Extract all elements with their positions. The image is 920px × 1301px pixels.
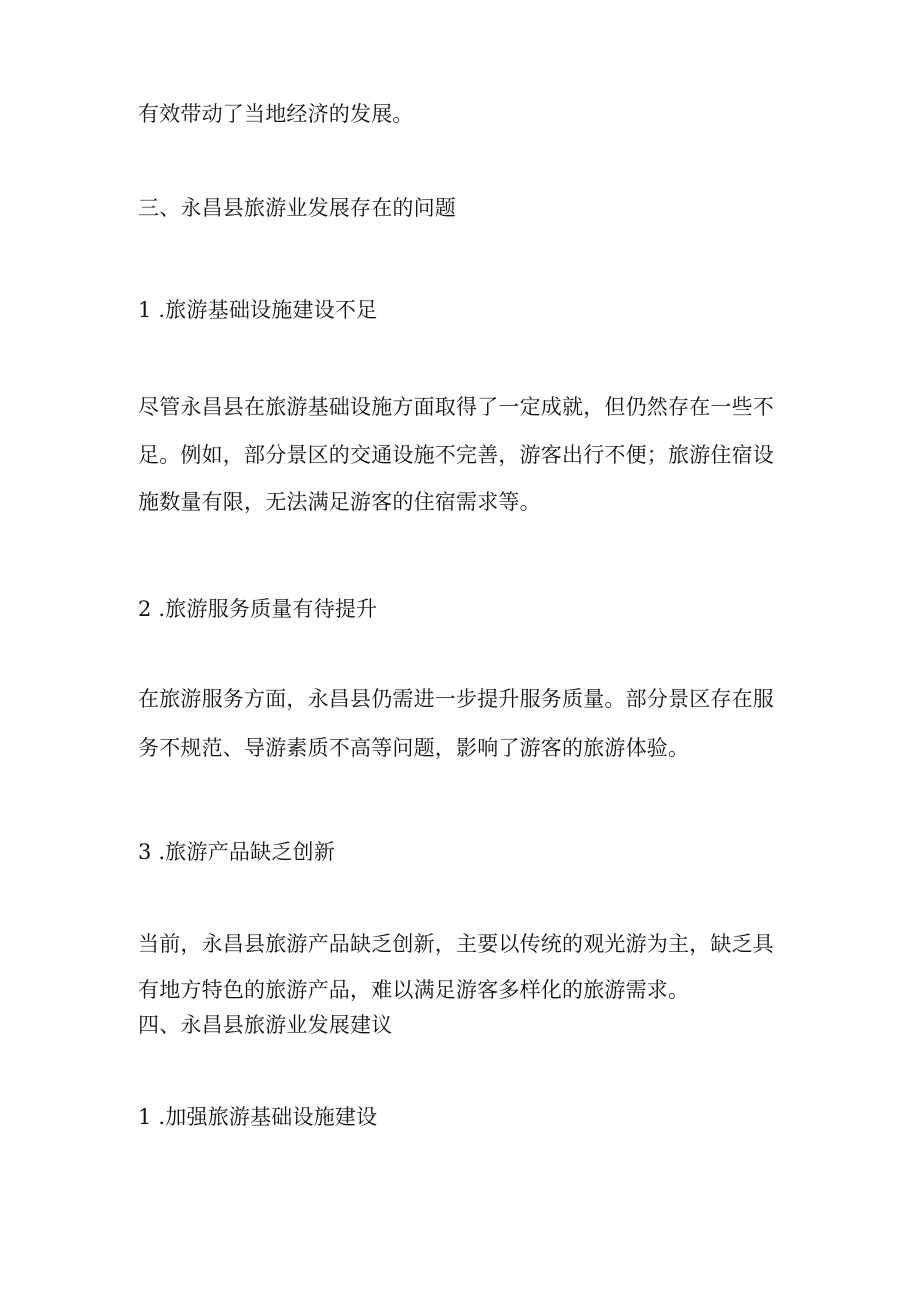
subsection-heading: 2 .旅游服务质量有待提升 (138, 597, 378, 621)
paragraph-line: 足。例如，部分景区的交通设施不完善，游客出行不便；旅游住宿设 (138, 443, 774, 467)
subsection-heading: 1 .加强旅游基础设施建设 (138, 1105, 378, 1129)
section-heading: 三、永昌县旅游业发展存在的问题 (138, 196, 456, 220)
paragraph-line: 施数量有限，无法满足游客的住宿需求等。 (138, 490, 541, 514)
paragraph-line: 尽管永昌县在旅游基础设施方面取得了一定成就，但仍然存在一些不 (138, 395, 774, 419)
paragraph-line: 务不规范、导游素质不高等问题，影响了游客的旅游体验。 (138, 736, 690, 760)
section-heading: 四、永昌县旅游业发展建议 (138, 1013, 393, 1037)
subsection-heading: 3 .旅游产品缺乏创新 (138, 840, 335, 864)
paragraph-line: 有效带动了当地经济的发展。 (138, 102, 414, 126)
paragraph-line: 在旅游服务方面，永昌县仍需进一步提升服务质量。部分景区存在服 (138, 687, 774, 711)
subsection-heading: 1 .旅游基础设施建设不足 (138, 298, 378, 322)
paragraph-line: 当前，永昌县旅游产品缺乏创新，主要以传统的观光游为主，缺乏具 (138, 932, 774, 956)
paragraph-line: 有地方特色的旅游产品，难以满足游客多样化的旅游需求。 (138, 978, 690, 1002)
